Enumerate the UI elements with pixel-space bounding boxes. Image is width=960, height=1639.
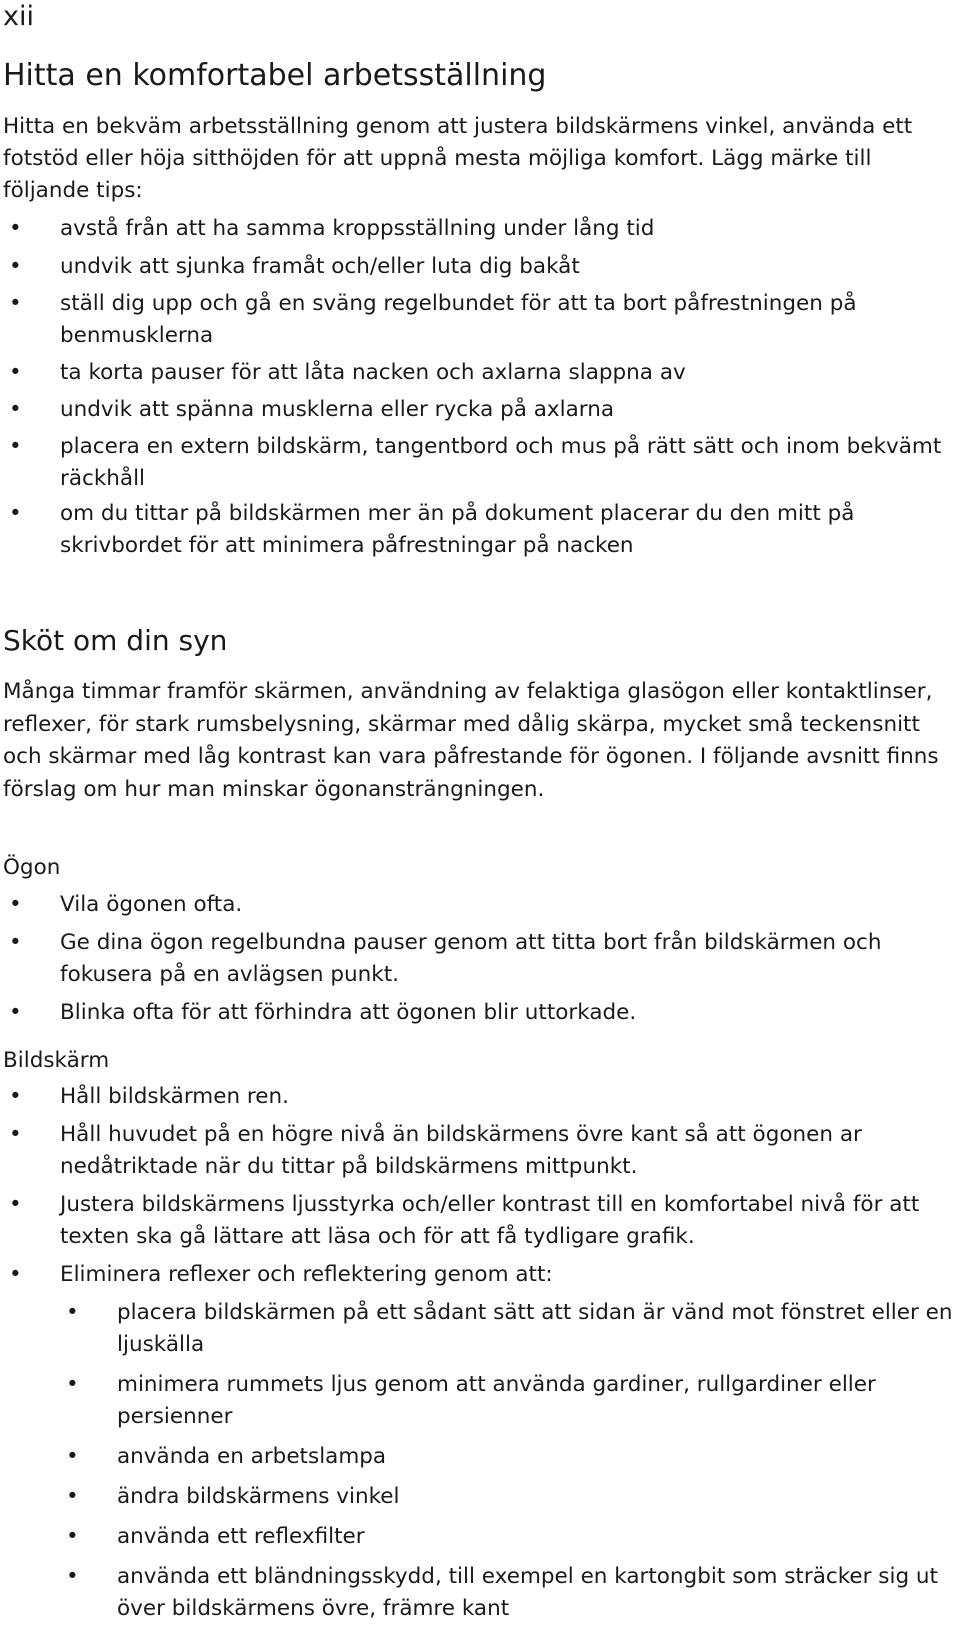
list-item-text: använda ett reflexfilter: [117, 1524, 365, 1549]
list-item-text: om du tittar på bildskärmen mer än på dokument placerar du den mitt på skrivbordet för att minimera påfrestningar på nacken: [60, 501, 855, 558]
bullet-icon: •: [66, 1524, 79, 1549]
sublist-item: [60, 1561, 958, 1625]
bullet-icon: •: [66, 1300, 79, 1325]
reflex-sublist: [60, 1297, 958, 1625]
list-item-text: Blinka ofta för att förhindra att ögonen blir uttorkade.: [60, 1000, 637, 1025]
list-item: [3, 889, 958, 921]
list-item: [3, 1259, 958, 1625]
list-item-text: Ge dina ögon regelbundna pauser genom att titta bort från bildskärmen och fokusera på en avlägsen punkt.: [60, 930, 882, 987]
list-item-text: Eliminera reflexer och reflektering genom att:: [60, 1262, 553, 1287]
list-item: [3, 431, 958, 495]
bullet-icon: •: [9, 434, 22, 459]
list-item: [3, 1119, 958, 1183]
bullet-icon: •: [9, 930, 22, 955]
bullet-icon: •: [9, 397, 22, 422]
list-item-text: undvik att sjunka framåt och/eller luta dig bakåt: [60, 254, 580, 279]
bullet-icon: •: [66, 1564, 79, 1589]
posture-tips-list: [3, 213, 958, 567]
list-item: [3, 394, 958, 426]
list-item: [3, 997, 958, 1029]
list-item-text: Håll bildskärmen ren.: [60, 1084, 289, 1109]
bullet-icon: •: [9, 216, 22, 241]
bullet-icon: •: [9, 1000, 22, 1025]
list-item-text: använda en arbetslampa: [117, 1444, 387, 1469]
list-item-text: Justera bildskärmens ljusstyrka och/eller kontrast till en komfortabel nivå för att texten ska gå lättare att läsa och för att få tydligare grafik.: [60, 1192, 920, 1249]
subheading-eyes: Ögon: [3, 855, 61, 880]
section-heading-vision: Sköt om din syn: [3, 624, 228, 657]
list-item-text: Håll huvudet på en högre nivå än bildskärmens övre kant så att ögonen ar nedåtriktade när du tittar på bildskärmens mittpunkt.: [60, 1122, 862, 1179]
bullet-icon: •: [9, 254, 22, 279]
list-item: [3, 1189, 958, 1253]
bullet-icon: •: [9, 1084, 22, 1109]
list-item-text: ställ dig upp och gå en sväng regelbundet för att ta bort påfrestningen på benmusklerna: [60, 291, 857, 348]
list-item: [3, 251, 958, 283]
bullet-icon: •: [66, 1444, 79, 1469]
list-item-text: placera en extern bildskärm, tangentbord och mus på rätt sätt och inom bekvämt räckhåll: [60, 434, 942, 491]
list-item: [3, 357, 958, 389]
section-heading-posture: Hitta en komfortabel arbetsställning: [3, 58, 547, 93]
bullet-icon: •: [9, 1262, 22, 1287]
list-item-text: ta korta pauser för att låta nacken och axlarna slappna av: [60, 360, 686, 385]
list-item: [3, 213, 958, 245]
list-item-text: placera bildskärmen på ett sådant sätt att sidan är vänd mot fönstret eller en ljuskälla: [117, 1300, 953, 1357]
list-item-text: minimera rummets ljus genom att använda gardiner, rullgardiner eller persienner: [117, 1372, 876, 1429]
list-item-text: Vila ögonen ofta.: [60, 892, 243, 917]
sublist-item: [60, 1297, 958, 1361]
sublist-item: [60, 1369, 958, 1433]
sublist-item: [60, 1441, 958, 1473]
sublist-item: [60, 1481, 958, 1513]
list-item-text: använda ett bländningsskydd, till exempel en kartongbit som sträcker sig ut över bildskärmens övre, främre kant: [117, 1564, 938, 1621]
bullet-icon: •: [9, 360, 22, 385]
list-item-text: ändra bildskärmens vinkel: [117, 1484, 400, 1509]
page-number: xii: [3, 1, 34, 32]
sublist-item: [60, 1521, 958, 1553]
bullet-icon: •: [9, 892, 22, 917]
eyes-list: [3, 889, 958, 1035]
bullet-icon: •: [66, 1484, 79, 1509]
bullet-icon: •: [9, 1192, 22, 1217]
screen-list: [3, 1081, 958, 1633]
vision-intro-paragraph: Många timmar framför skärmen, användning av felaktiga glasögon eller kontaktlinser, reflexer, för stark rumsbelysning, skärmar med dålig skärpa, mycket små teckensnitt och skärmar med låg kontrast kan vara påfrestande för ögonen. I följande avsnitt finns förslag om hur man minskar ögonansträngningen.: [3, 679, 939, 802]
bullet-icon: •: [9, 291, 22, 316]
bullet-icon: •: [9, 501, 22, 526]
posture-intro-paragraph: Hitta en bekväm arbetsställning genom att justera bildskärmens vinkel, använda ett fotstöd eller höja sitthöjden för att uppnå mesta möjliga komfort. Lägg märke till följande tips:: [3, 114, 913, 203]
list-item-text: avstå från att ha samma kroppsställning under lång tid: [60, 216, 655, 241]
list-item: [3, 288, 958, 352]
list-item: [3, 1081, 958, 1113]
bullet-icon: •: [66, 1372, 79, 1397]
subheading-screen: Bildskärm: [3, 1048, 110, 1073]
bullet-icon: •: [9, 1122, 22, 1147]
list-item-text: undvik att spänna musklerna eller rycka på axlarna: [60, 397, 615, 422]
list-item: [3, 498, 958, 562]
list-item: [3, 927, 958, 991]
